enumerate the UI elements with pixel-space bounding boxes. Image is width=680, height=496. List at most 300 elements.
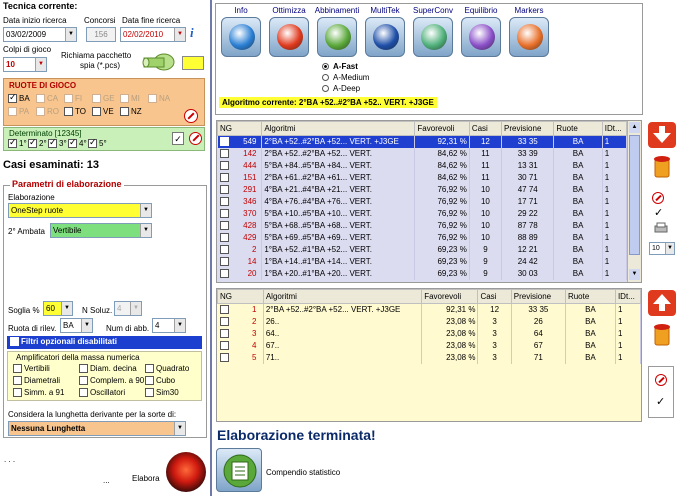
ruote-cell: BA	[554, 256, 602, 268]
chevron-down-icon: ▼	[130, 302, 141, 315]
idt-cell: 1	[602, 220, 626, 232]
scroll-down-icon[interactable]: ▼	[629, 269, 640, 280]
amplificatore-label: Sim30	[156, 388, 179, 397]
determinato-label: 5°	[99, 139, 107, 148]
top-table	[217, 121, 627, 280]
ng-cell	[218, 196, 262, 208]
ruota-checkbox[interactable]	[92, 107, 101, 116]
row-checkbox[interactable]	[220, 137, 229, 146]
casi-cell: 11	[469, 148, 501, 160]
table-row[interactable]	[218, 232, 627, 244]
amplificatore-item[interactable]	[79, 376, 144, 385]
column-header[interactable]: Previsione	[511, 290, 565, 304]
ruota-checkbox[interactable]	[36, 94, 45, 103]
casi-cell: 11	[469, 160, 501, 172]
fav-cell: 76,92 %	[415, 208, 469, 220]
data-inizio-value: 03/02/2009	[6, 30, 47, 39]
amplificatore-item[interactable]	[79, 364, 137, 373]
ng-value: 20	[247, 268, 257, 278]
no-entry-icon[interactable]	[184, 109, 198, 123]
chevron-down-icon[interactable]: ▼	[174, 319, 185, 332]
row-checkbox[interactable]	[220, 161, 229, 170]
num-abb-select[interactable]	[152, 318, 186, 333]
concorsi-label: Concorsi	[84, 16, 116, 25]
ruota-to[interactable]	[64, 107, 86, 116]
ruota-checkbox[interactable]	[8, 94, 17, 103]
ruota-label: MI	[131, 94, 140, 103]
table-row[interactable]	[218, 172, 627, 184]
idt-cell: 1	[602, 160, 626, 172]
ruota-checkbox[interactable]	[120, 107, 129, 116]
ruota-label: PA	[19, 107, 30, 116]
ng-value: 346	[243, 196, 257, 206]
ng-value: 2	[252, 316, 257, 326]
determinato-checkbox[interactable]	[48, 139, 57, 148]
parametri-title: Parametri di elaborazione	[12, 179, 122, 189]
row-checkbox[interactable]	[220, 329, 229, 338]
toolbar-button-info[interactable]	[221, 17, 261, 57]
ng-value: 370	[243, 208, 257, 218]
row-checkbox[interactable]	[220, 353, 229, 362]
compendio-button[interactable]	[216, 448, 262, 492]
idt-cell: 1	[615, 316, 640, 328]
determinato-checkbox[interactable]	[68, 139, 77, 148]
amplificatore-label: Vertibili	[24, 364, 50, 373]
table-row[interactable]	[218, 148, 627, 160]
ruota-rilev-select[interactable]	[60, 318, 93, 333]
fav-cell: 23,08 %	[422, 328, 478, 340]
idt-cell: 1	[602, 244, 626, 256]
toolbar-button-equilibrio[interactable]	[461, 17, 501, 57]
toolbar-button-superconv[interactable]	[413, 17, 453, 57]
casi-cell: 10	[469, 208, 501, 220]
row-checkbox[interactable]	[220, 209, 229, 218]
row-checkbox[interactable]	[220, 221, 229, 230]
concorsi-field: 156	[86, 27, 116, 42]
determinato-label: 2°	[39, 139, 47, 148]
chevron-down-icon[interactable]: ▼	[35, 58, 46, 71]
calendar-dropdown-icon[interactable]: ▼	[65, 28, 76, 41]
idt-cell: 1	[615, 328, 640, 340]
idt-cell: 1	[602, 196, 626, 208]
algo-radio-a-medium[interactable]	[322, 73, 369, 82]
determinato-checkbox[interactable]	[8, 139, 17, 148]
table-row[interactable]	[218, 196, 627, 208]
amplificatore-checkbox[interactable]	[79, 388, 88, 397]
algoritmo-corrente: Algoritmo corrente: 2°BA +52..#2°BA +52.. VERT. +J3GE	[219, 97, 437, 108]
amplificatore-checkbox[interactable]	[79, 364, 88, 373]
amplificatore-item[interactable]	[13, 376, 60, 385]
bottom-table-panel	[216, 288, 642, 422]
elabora-label: Elabora	[132, 474, 160, 483]
ruota-checkbox[interactable]	[120, 94, 129, 103]
elaborazione-select[interactable]	[8, 203, 152, 218]
prev-cell: 87 78	[502, 220, 554, 232]
table-row[interactable]	[218, 244, 627, 256]
ruota-ge[interactable]	[92, 94, 115, 103]
ruota-label: BA	[19, 94, 30, 103]
idt-cell: 1	[602, 268, 626, 280]
row-checkbox[interactable]	[220, 233, 229, 242]
ng-cell	[218, 268, 262, 280]
ruota-checkbox[interactable]	[148, 94, 157, 103]
column-header[interactable]: Casi	[469, 122, 501, 136]
prev-cell: 71	[511, 352, 565, 364]
column-header[interactable]: Favorevoli	[415, 122, 469, 136]
toolbar-label-markers: Markers	[514, 6, 544, 15]
top-scrollbar[interactable]	[627, 121, 641, 282]
no-entry-icon[interactable]	[189, 132, 202, 145]
elabora-button[interactable]	[166, 452, 206, 492]
chevron-down-icon[interactable]: ▼	[81, 319, 92, 332]
amplificatore-item[interactable]	[145, 388, 179, 397]
amplificatore-item[interactable]	[79, 388, 125, 397]
info-icon[interactable]: i	[190, 25, 194, 40]
prev-cell: 17 71	[502, 196, 554, 208]
fav-cell: 76,92 %	[415, 232, 469, 244]
data-fine-label: Data fine ricerca	[122, 16, 181, 25]
chevron-down-icon[interactable]: ▼	[174, 422, 185, 435]
determinato-checkbox[interactable]	[88, 139, 97, 148]
nsoluz-select	[114, 301, 142, 316]
table-row[interactable]	[218, 184, 627, 196]
column-header[interactable]: Previsione	[502, 122, 554, 136]
fav-cell: 69,23 %	[415, 268, 469, 280]
row-checkbox[interactable]	[220, 257, 229, 266]
data-fine-input[interactable]	[120, 27, 186, 42]
ruota-checkbox[interactable]	[64, 94, 73, 103]
calendar-dropdown-icon[interactable]: ▼	[174, 28, 185, 41]
amplificatore-label: Complem. a 90	[90, 376, 145, 385]
column-header[interactable]: NG	[218, 122, 262, 136]
ng-value: 2	[252, 244, 257, 254]
richiama-label: Richiama pacchetto	[61, 51, 132, 60]
ruota-ve[interactable]	[92, 107, 114, 116]
ruota-ba[interactable]	[8, 94, 30, 103]
num-abb-label: Num di abb.	[106, 324, 150, 333]
elaborazione-value: OneStep ruote	[11, 206, 64, 215]
column-header[interactable]: Casi	[478, 290, 511, 304]
ng-cell	[218, 136, 262, 148]
ruota-pa[interactable]	[8, 107, 29, 116]
ng-cell	[218, 304, 264, 316]
prev-cell: 64	[511, 328, 565, 340]
prev-cell: 33 35	[502, 136, 554, 148]
toolbar-button-markers[interactable]	[509, 17, 549, 57]
fav-cell: 23,08 %	[422, 316, 478, 328]
data-inizio-input[interactable]	[3, 27, 77, 42]
row-checkbox[interactable]	[220, 149, 229, 158]
soglia-value: 60	[46, 304, 55, 313]
table-row[interactable]	[218, 352, 641, 364]
ng-cell	[218, 316, 264, 328]
ambata-label: 2° Ambata	[8, 227, 45, 236]
ruota-checkbox[interactable]	[92, 94, 101, 103]
print-icon[interactable]	[654, 222, 668, 234]
ng-cell	[218, 352, 264, 364]
ruote-cell: BA	[554, 136, 602, 148]
nsoluz-value: 4	[117, 304, 122, 313]
determinato-label: Determinato [12345]	[9, 129, 82, 138]
fav-cell: 69,23 %	[415, 256, 469, 268]
determinato-2[interactable]	[28, 139, 47, 148]
algo-cell: 1°BA +52..#1°BA +52... VERT.	[262, 244, 415, 256]
filtri-checkbox[interactable]	[10, 337, 19, 346]
radio-button[interactable]	[322, 74, 329, 81]
ng-value: 3	[252, 328, 257, 338]
ruota-label: VE	[103, 107, 114, 116]
row-checkbox[interactable]	[220, 269, 229, 278]
amplificatore-checkbox[interactable]	[145, 376, 154, 385]
scroll-thumb[interactable]	[629, 135, 640, 255]
amplificatore-checkbox[interactable]	[13, 364, 22, 373]
arrow-down-button[interactable]	[648, 122, 676, 148]
prev-cell: 30 71	[502, 172, 554, 184]
amplificatore-checkbox[interactable]	[79, 376, 88, 385]
table-row[interactable]	[218, 328, 641, 340]
casi-cell: 3	[478, 328, 511, 340]
idt-cell: 1	[602, 208, 626, 220]
ruote-cell: BA	[554, 148, 602, 160]
fav-cell: 84,62 %	[415, 148, 469, 160]
fav-cell: 76,92 %	[415, 196, 469, 208]
right-mini-panel	[648, 366, 674, 418]
table-row[interactable]	[218, 268, 627, 280]
amplificatore-checkbox[interactable]	[13, 376, 22, 385]
idt-cell: 1	[602, 172, 626, 184]
ruote-cell: BA	[554, 220, 602, 232]
check-icon[interactable]: ✓	[654, 207, 664, 219]
ruota-label: GE	[103, 94, 115, 103]
amplificatore-item[interactable]	[145, 364, 189, 373]
column-header[interactable]: Algoritmi	[262, 122, 415, 136]
radio-label: A-Medium	[333, 73, 370, 82]
amplificatore-item[interactable]	[13, 364, 50, 373]
fav-cell: 84,62 %	[415, 160, 469, 172]
document-icon	[217, 449, 263, 493]
prev-cell: 67	[511, 340, 565, 352]
determinato-1[interactable]	[8, 139, 27, 148]
table-row[interactable]	[218, 316, 641, 328]
algo-cell: 2°BA +52..#2°BA +52... VERT.	[262, 148, 415, 160]
ruota-nz[interactable]	[120, 107, 142, 116]
casi-cell: 12	[469, 136, 501, 148]
idt-cell: 1	[602, 184, 626, 196]
ng-value: 5	[252, 352, 257, 362]
spin-select[interactable]	[649, 242, 675, 255]
toolbar-button-ottimizza[interactable]	[269, 17, 309, 57]
column-header[interactable]: IDt...	[602, 122, 626, 136]
ng-cell	[218, 232, 262, 244]
trash-icon[interactable]	[652, 154, 672, 178]
amplificatore-checkbox[interactable]	[145, 364, 154, 373]
bottom-table	[217, 289, 641, 364]
ruota-na[interactable]	[148, 94, 170, 103]
fav-cell: 23,08 %	[422, 340, 478, 352]
row-checkbox[interactable]	[220, 197, 229, 206]
casi-cell: 9	[469, 244, 501, 256]
algo-radio-a-deep[interactable]	[322, 84, 360, 93]
ruota-label: NZ	[131, 107, 142, 116]
algo-radio-a-fast[interactable]	[322, 62, 358, 71]
top-table-panel	[216, 120, 642, 283]
elaborazione-label: Elaborazione	[8, 193, 55, 202]
casi-esaminati: Casi esaminati: 13	[3, 159, 99, 171]
toolbar-label-info: Info	[234, 6, 248, 15]
table-row[interactable]	[218, 304, 641, 316]
soglia-select[interactable]	[43, 301, 73, 316]
table-row[interactable]	[218, 136, 627, 148]
data-fine-value: 02/02/2010	[123, 30, 164, 39]
check-icon[interactable]: ✓	[656, 396, 666, 408]
table-row[interactable]	[218, 208, 627, 220]
prev-cell: 12 21	[502, 244, 554, 256]
column-header[interactable]: Ruote	[554, 122, 602, 136]
chevron-down-icon[interactable]: ▼	[140, 204, 151, 217]
amplificatore-label: Cubo	[156, 376, 176, 385]
idt-cell: 1	[602, 136, 626, 148]
load-pack-icon[interactable]	[140, 50, 176, 74]
amplificatore-checkbox[interactable]	[13, 388, 22, 397]
vertical-separator	[210, 0, 212, 496]
ruota-fi[interactable]	[64, 94, 82, 103]
nsoluz-label: N Soluz.	[82, 306, 113, 315]
row-checkbox[interactable]	[220, 305, 229, 314]
idt-cell: 1	[602, 256, 626, 268]
amplificatore-label: Diam. decina	[90, 364, 137, 373]
ruota-checkbox[interactable]	[36, 107, 45, 116]
casi-cell: 12	[478, 304, 511, 316]
radio-label: A-Deep	[333, 84, 361, 93]
toolbar-label-equilibrio: Equilibrio	[464, 6, 498, 15]
no-entry-icon[interactable]	[652, 192, 664, 204]
column-header[interactable]: IDt...	[615, 290, 640, 304]
ruote-cell: BA	[554, 184, 602, 196]
algo-cell: 5°BA +84..#5°BA +84... VERT.	[262, 160, 415, 172]
table-row[interactable]	[218, 256, 627, 268]
swirl-icon	[373, 24, 399, 50]
ruote-cell: BA	[554, 196, 602, 208]
ruote-cell: BA	[565, 352, 615, 364]
column-header[interactable]: Ruote	[565, 290, 615, 304]
ruote-cell: BA	[554, 268, 602, 280]
table-row[interactable]	[218, 340, 641, 352]
cube-icon	[469, 24, 495, 50]
ambata-select[interactable]	[50, 223, 152, 238]
lunghetta-value: Nessuna Lunghetta	[11, 424, 86, 433]
ruote-cell: BA	[554, 160, 602, 172]
filtri-bar[interactable]	[7, 336, 202, 349]
amplificatore-label: Simm. a 91	[24, 388, 65, 397]
amplificatore-checkbox[interactable]	[145, 388, 154, 397]
ng-value: 291	[243, 184, 257, 194]
algo-cell: 2°BA +52..#2°BA +52... VERT. +J3GE	[263, 304, 421, 316]
toolbar-button-multitek[interactable]	[365, 17, 405, 57]
determinato-label: 3°	[59, 139, 67, 148]
toolbar-button-abbinamenti[interactable]	[317, 17, 357, 57]
dots-right: ...	[103, 476, 110, 485]
radio-button[interactable]	[322, 63, 329, 70]
arrow-up-button[interactable]	[648, 290, 676, 316]
ruote-panel	[3, 78, 205, 126]
algo-cell: 71..	[263, 352, 421, 364]
ng-value: 4	[252, 340, 257, 350]
table-row[interactable]	[218, 220, 627, 232]
row-checkbox[interactable]	[220, 173, 229, 182]
ruote-cell: BA	[554, 232, 602, 244]
determinato-panel	[3, 127, 205, 151]
column-header[interactable]: NG	[218, 290, 264, 304]
lunghetta-label: Considera la lunghetta derivante per la sorte di:	[8, 410, 177, 419]
row-checkbox[interactable]	[220, 341, 229, 350]
prev-cell: 26	[511, 316, 565, 328]
fav-cell: 92,31 %	[415, 136, 469, 148]
colpi-select[interactable]	[3, 57, 47, 72]
trash-icon[interactable]	[652, 322, 672, 346]
ng-value: 428	[243, 220, 257, 230]
determinato-checkbox[interactable]	[28, 139, 37, 148]
amplificatore-item[interactable]	[145, 376, 175, 385]
algo-cell: 5°BA +10..#5°BA +10... VERT.	[262, 208, 415, 220]
radio-button[interactable]	[322, 85, 329, 92]
fav-cell: 76,92 %	[415, 220, 469, 232]
ng-value: 14	[247, 256, 257, 266]
num-abb-value: 4	[155, 321, 160, 330]
row-checkbox[interactable]	[220, 245, 229, 254]
gear-icon	[325, 24, 351, 50]
scroll-up-icon[interactable]: ▲	[629, 122, 640, 133]
chevron-down-icon[interactable]: ▼	[61, 302, 72, 315]
determinato-3[interactable]	[48, 139, 67, 148]
ruota-label: FI	[75, 94, 83, 103]
check-all-icon[interactable]: ✓	[172, 132, 184, 145]
column-header[interactable]: Algoritmi	[263, 290, 421, 304]
determinato-4[interactable]	[68, 139, 87, 148]
ng-cell	[218, 328, 264, 340]
row-checkbox[interactable]	[220, 317, 229, 326]
determinato-5[interactable]	[88, 139, 107, 148]
ambata-value: Vertibile	[53, 226, 82, 235]
recycle-icon	[421, 24, 447, 50]
chevron-down-icon[interactable]: ▼	[140, 224, 151, 237]
no-entry-icon[interactable]	[655, 374, 667, 386]
data-inizio-label: Data inizio ricerca	[3, 16, 67, 25]
ng-value: 151	[243, 172, 257, 182]
amplificatore-item[interactable]	[13, 388, 64, 397]
casi-cell: 10	[469, 196, 501, 208]
fav-cell: 76,92 %	[415, 184, 469, 196]
lunghetta-select[interactable]	[8, 421, 186, 436]
ruota-mi[interactable]	[120, 94, 140, 103]
ruota-ro[interactable]	[36, 107, 59, 116]
table-row[interactable]	[218, 160, 627, 172]
casi-cell: 3	[478, 316, 511, 328]
color-indicator	[182, 56, 204, 70]
ruote-cell: BA	[565, 316, 615, 328]
ng-value: 444	[243, 160, 257, 170]
ruote-title: RUOTE DI GIOCO	[9, 81, 77, 90]
chevron-down-icon[interactable]: ▼	[665, 243, 674, 254]
ruota-checkbox[interactable]	[8, 107, 17, 116]
ruote-cell: BA	[554, 172, 602, 184]
toolbar-label-superconv: SuperConv	[412, 6, 454, 15]
algo-cell: 4°BA +76..#4°BA +76... VERT.	[262, 196, 415, 208]
algo-cell: 26..	[263, 316, 421, 328]
column-header[interactable]: Favorevoli	[422, 290, 478, 304]
row-checkbox[interactable]	[220, 185, 229, 194]
ruota-ca[interactable]	[36, 94, 58, 103]
ruota-checkbox[interactable]	[64, 107, 73, 116]
